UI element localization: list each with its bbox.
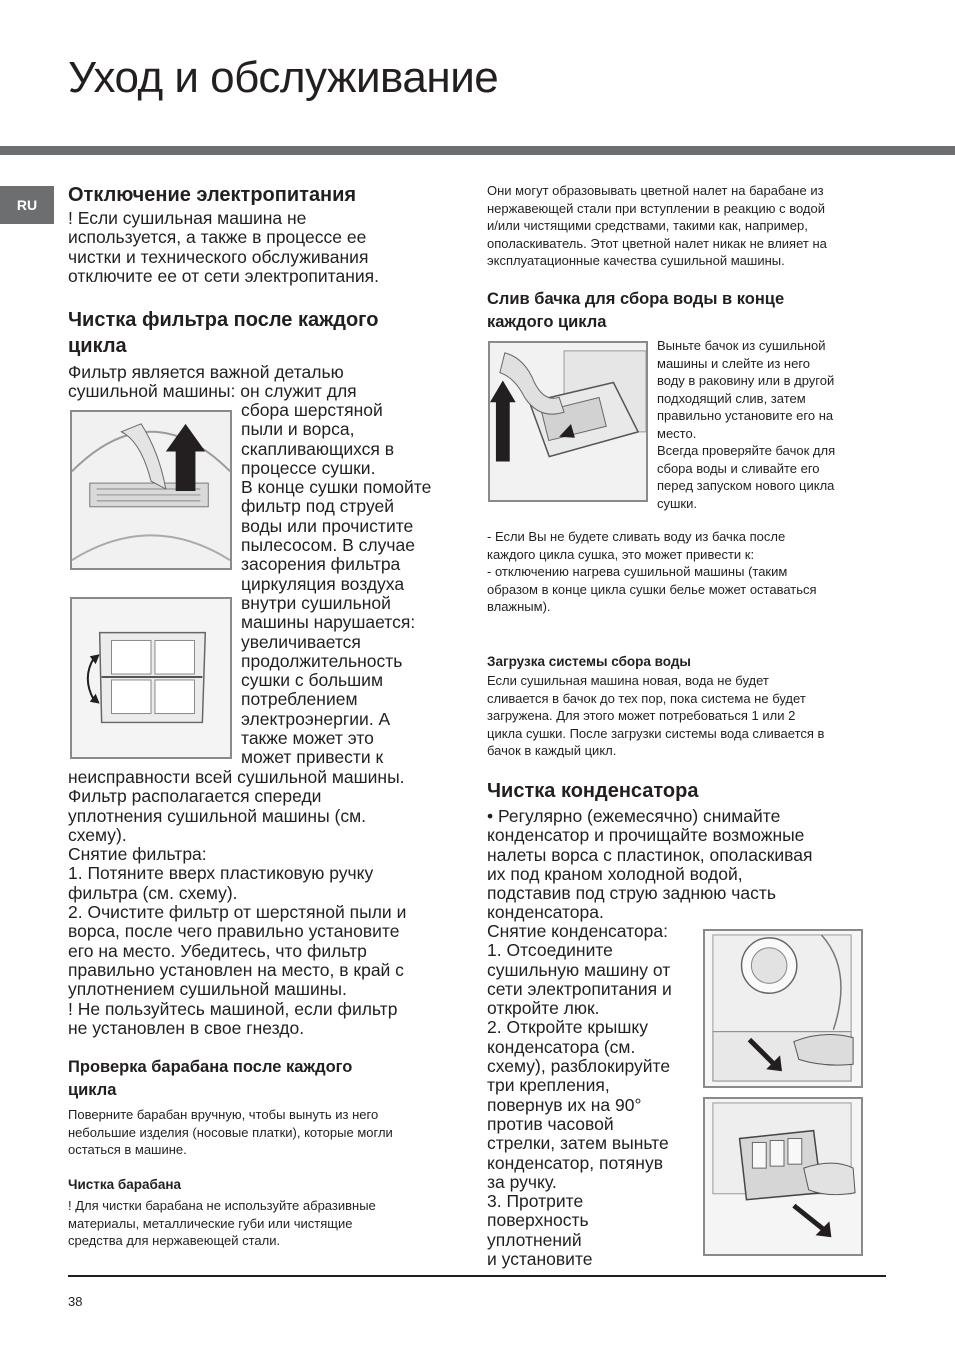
condenser-line: подставив под струю заднюю часть — [487, 883, 776, 904]
filter-intro — [68, 363, 357, 402]
condenser-line: схему), разблокируйте — [487, 1056, 671, 1077]
water-tank-figure — [488, 341, 648, 502]
condenser-line: стрелки, затем выньте — [487, 1133, 669, 1154]
condenser-line: конденсатора (см. — [487, 1036, 636, 1057]
condenser-wrap-text — [487, 922, 672, 1269]
drum-line: небольшие изделия (носовые платки), которые могли — [68, 1124, 393, 1140]
filter-line: машины нарушается: — [241, 612, 416, 633]
drum-clean-line: материалы, металлические губи или чистящие — [68, 1215, 353, 1231]
drum-heading-line: цикла — [68, 1081, 117, 1099]
loading-line: Если сушильная машина новая, вода не будет — [487, 673, 769, 688]
filter-line: пылесосом. В случае — [241, 535, 415, 556]
filter-line: сбора шерстяной — [241, 400, 383, 420]
power-line: отключите ее от сети электропитания. — [68, 265, 379, 286]
drum-line: Поверните барабан вручную, чтобы вынуть из него — [68, 1107, 379, 1122]
tank-line: перед запуском нового цикла — [657, 478, 835, 493]
page-title: Уход и обслуживание — [68, 53, 499, 102]
tank-heading — [487, 288, 784, 334]
filter-full-text — [68, 768, 406, 1038]
loading-text — [487, 672, 824, 760]
filter-line: сушки с большим — [241, 670, 383, 691]
tank-line: Выньте бачок из сушильной — [657, 338, 826, 353]
filter-wrap-text — [241, 401, 431, 768]
condenser-line: против часовой — [487, 1113, 614, 1134]
condenser-cover-figure — [703, 929, 863, 1088]
tank-note-line: каждого цикла сушка, это может привести к: — [487, 546, 755, 562]
drum-line: остаться в машине. — [68, 1142, 187, 1157]
filter-line: сушильной машины: он служит для — [68, 381, 357, 402]
condenser-line: три крепления, — [487, 1075, 610, 1096]
cont-line: и/или чистящими средствами, такими как, например, — [487, 218, 808, 233]
filter-line: правильно установлен на место, в край с — [68, 959, 404, 980]
condenser-line: конденсатора. — [487, 902, 604, 923]
tank-line: подходящий слив, затем — [657, 390, 806, 406]
condenser-line: • Регулярно (ежемесячно) снимайте — [487, 806, 781, 826]
loading-heading: Загрузка системы сбора воды — [487, 654, 691, 669]
filter-line: 2. Очистите фильтр от шерстяной пыли и — [68, 902, 407, 923]
filter-line: потреблением — [241, 689, 358, 710]
filter-heading — [68, 307, 378, 359]
filter-line: его на место. Убедитесь, что фильтр — [68, 940, 367, 961]
filter-removal-figure — [70, 410, 232, 570]
condenser-heading: Чистка конденсатора — [487, 780, 699, 802]
loading-line: сливается в бачок до тех пор, пока система не будет — [487, 690, 806, 706]
filter-line: циркуляция воздуха — [241, 573, 405, 594]
tank-note-line: влажным). — [487, 599, 551, 614]
tank-note-line: - отключению нагрева сушильной машины (таким — [487, 564, 788, 579]
drum-clean-line: средства для нержавеющей стали. — [68, 1233, 281, 1248]
power-line: чистки и технического обслуживания — [68, 246, 369, 267]
power-section — [68, 182, 379, 286]
cont-line: Они могут образовывать цветной налет на барабане из — [487, 183, 824, 198]
drum-heading-line: Проверка барабана после каждого — [68, 1058, 353, 1076]
drum-clean-line: ! Для чистки барабана не используйте абразивные — [68, 1198, 376, 1213]
condenser-line: конденсатор, потянув — [487, 1152, 663, 1173]
language-tab: RU — [0, 186, 54, 224]
filter-line: Снятие фильтра: — [68, 844, 207, 865]
power-line: ! Если сушильная машина не — [68, 208, 307, 228]
drum-text — [68, 1106, 393, 1159]
filter-line: может привести к — [241, 747, 384, 768]
cont-line: нержавеющей стали при вступлении в реакцию с водой — [487, 200, 825, 216]
tank-heading-line: каждого цикла — [487, 313, 607, 331]
header-rule — [0, 146, 955, 155]
condenser-removal-figure — [703, 1097, 863, 1256]
condenser-line: налеты ворса с пластинок, ополаскивая — [487, 844, 813, 865]
tank-line: правильно установите его на — [657, 408, 834, 423]
condenser-line: сушильную машину от — [487, 959, 671, 980]
power-text — [68, 209, 379, 286]
filter-line: В конце сушки помойте — [241, 477, 432, 498]
filter-line: электроэнергии. А — [241, 708, 391, 729]
filter-line: фильтр под струей — [241, 496, 395, 517]
condenser-line: сети электропитания и — [487, 978, 672, 999]
tank-heading-line: Слив бачка для сбора воды в конце — [487, 290, 785, 308]
power-line: используется, а также в процессе ее — [68, 227, 367, 248]
condenser-line: за ручку. — [487, 1171, 557, 1192]
condenser-line: конденсатор и прочищайте возможные — [487, 825, 805, 846]
power-heading: Отключение электропитания — [68, 184, 357, 206]
filter-line: уплотнения сушильной машины (см. — [68, 805, 367, 826]
loading-line: цикла сушки. После загрузки системы вода сливается в — [487, 725, 825, 741]
filter-line: уплотнением сушильной машины. — [68, 979, 347, 1000]
tank-note-text — [487, 528, 817, 616]
condenser-line: и установите — [487, 1249, 593, 1270]
filter-line: ! Не пользуйтесь машиной, если фильтр — [68, 998, 398, 1019]
tank-line: воду в раковину или в другой — [657, 373, 835, 388]
tank-wrap-text — [657, 337, 835, 512]
loading-line: загружена. Для этого может потребоваться 1 или 2 — [487, 708, 796, 723]
drum-clean-text — [68, 1197, 376, 1250]
condenser-line: уплотнений — [487, 1229, 582, 1250]
filter-line: пыли и ворса, — [241, 419, 355, 440]
condenser-line: 3. Протрите — [487, 1191, 584, 1212]
tank-line: место. — [657, 425, 697, 441]
tank-line: Всегда проверяйте бачок для — [657, 443, 836, 458]
filter-line: засорения фильтра — [241, 554, 401, 575]
filter-line: не установлен в свое гнездо. — [68, 1017, 305, 1038]
filter-line: также может это — [241, 728, 374, 749]
condenser-line: 1. Отсоедините — [487, 940, 613, 961]
filter-line: процессе сушки. — [241, 457, 376, 478]
condenser-line: повернув их на 90° — [487, 1094, 642, 1115]
filter-line: воды или прочистите — [241, 515, 414, 536]
tank-line: сбора воды и сливайте его — [657, 460, 820, 476]
tank-line: сушки. — [657, 495, 697, 511]
filter-line: увеличивается — [241, 631, 361, 652]
drum-heading — [68, 1056, 352, 1102]
condenser-line: откройте люк. — [487, 998, 600, 1019]
condenser-line: Снятие конденсатора: — [487, 921, 668, 941]
footer-rule — [68, 1275, 886, 1277]
filter-line: фильтра (см. схему). — [68, 882, 238, 903]
condenser-line: 2. Откройте крышку — [487, 1017, 649, 1038]
tank-note-line: - Если Вы не будете сливать воду из бачка после — [487, 529, 786, 544]
condenser-full-text — [487, 807, 812, 923]
cont-line: ополаскиватель. Этот цветной налет никак не влияет на — [487, 235, 827, 251]
filter-open-figure — [70, 597, 232, 759]
condenser-line: их под краном холодной водой, — [487, 863, 743, 884]
filter-line: 1. Потяните вверх пластиковую ручку — [68, 863, 374, 884]
loading-line: бачок в каждый цикл. — [487, 743, 617, 758]
filter-line: Фильтр располагается спереди — [68, 786, 322, 807]
filter-line: неисправности всей сушильной машины. — [68, 767, 405, 787]
tank-line: машины и слейте из него — [657, 355, 811, 371]
cont-line: эксплуатационные качества сушильной машины. — [487, 253, 785, 268]
filter-line: внутри сушильной — [241, 592, 391, 613]
page-number: 38 — [68, 1294, 83, 1309]
filter-heading-line: Чистка фильтра после каждого — [68, 309, 379, 331]
filter-heading-line: цикла — [68, 335, 127, 357]
tank-note-line: образом в конце цикла сушки белье может оставаться — [487, 581, 817, 597]
drum-clean-heading: Чистка барабана — [68, 1177, 182, 1192]
filter-line: ворса, после чего правильно установите — [68, 921, 400, 942]
filter-line: скапливающихся в — [241, 438, 395, 459]
filter-line: схему). — [68, 824, 127, 845]
condenser-line: поверхность — [487, 1210, 589, 1231]
drum-continued-text — [487, 182, 827, 270]
filter-line: продолжительность — [241, 650, 403, 671]
filter-line: Фильтр является важной деталью — [68, 362, 344, 382]
